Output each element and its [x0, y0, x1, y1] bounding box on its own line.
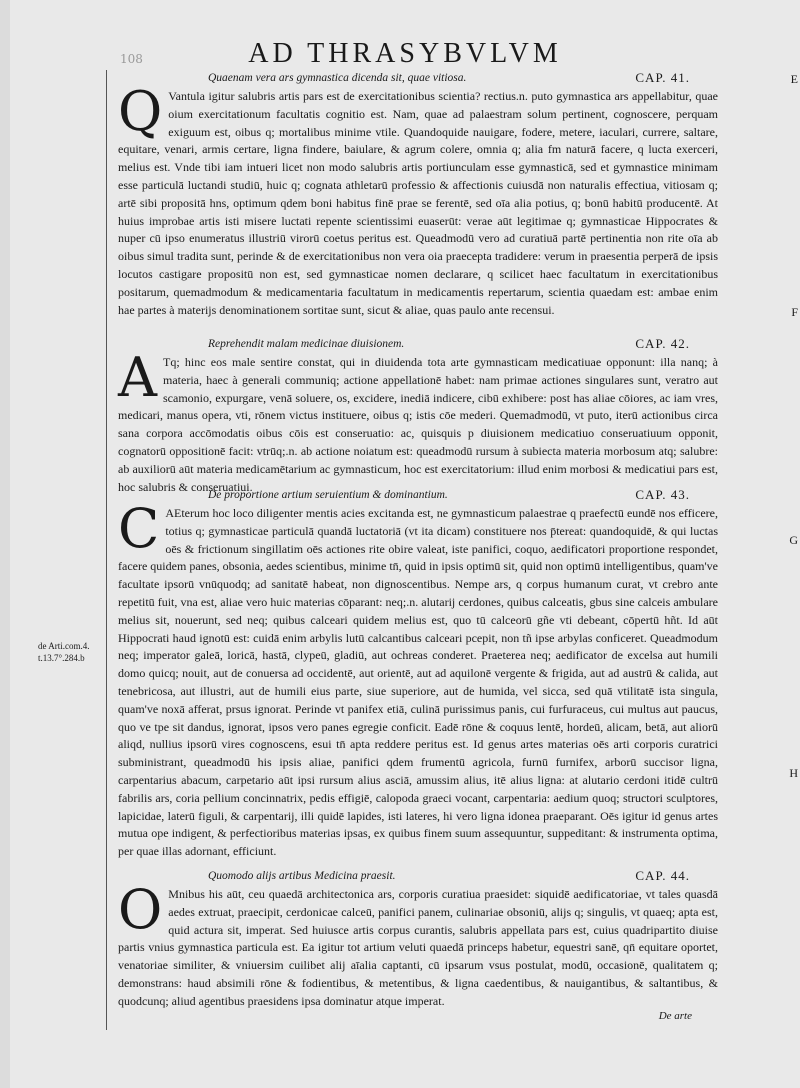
chapter-heading [118, 336, 718, 354]
chapter-heading [118, 868, 718, 886]
side-letter-g: G [789, 533, 798, 547]
catchword: De arte [658, 1010, 692, 1022]
chapter-41 [118, 70, 718, 319]
chapter-heading [118, 487, 718, 505]
chapter-number: CAP. 43. [635, 487, 690, 502]
chapter-44 [118, 868, 718, 1011]
drop-initial: Q [118, 80, 163, 143]
margin-note: de Arti.com.4. t.13.7°.284.b [38, 641, 90, 663]
chapter-number: CAP. 42. [635, 336, 690, 351]
chapter-number: CAP. 41. [635, 70, 690, 85]
chapter-body [118, 80, 718, 319]
chapter-body [118, 878, 718, 1011]
chapter-body [118, 497, 718, 861]
side-letter-f: F [791, 305, 798, 319]
drop-initial: O [118, 878, 163, 941]
running-head: AD THRASYBVLVM [248, 38, 562, 69]
ghost-page-number: 108 [120, 52, 143, 66]
chapter-42 [118, 336, 718, 496]
chapter-text: Tq; hinc eos male sentire constat, qui in diuidenda tota arte gymnasticam medicatiuae opponunt: illa nanq; à materia, haec à generali communiq; actione appellationē habet: nam primae actiones singulares sunt, veratro aut scamonio, expurgare, venā soluere, os, excidere, inediā indicere, cibū exhibere: post has aliae cōiores, ac iam vres, medicari, manus opera, vti, rōnem victus instituere, oibus q; istis cōe mederi. Quemadmodū, vt puto, iterū actionibus circa sana corpora accōmodatis oibus cōis est conseruatio: ac, quisquis p diuisionem medicatiuo conseruatiuum opponit, cognatorū oppositionē facit: vtrūq;.n. ab actione noiatum est: queadmodū rursum à subiecta materia morbosum atq; salubre: ab auxiliorū aūt materia medicamētarium ac gymnasticum, hoc est exercitatorium: illud enim morbosi & medicatiui pars est, hoc salubris & conseruatiui. [118, 355, 718, 494]
chapter-heading [118, 70, 718, 88]
side-letter-e: E [790, 72, 798, 86]
chapter-title: Quomodo alijs artibus Medicina praesit. [208, 870, 396, 882]
chapter-text: Vantula igitur salubris artis pars est de exercitationibus scientia? rectius.n. puto gymnastica ars appellabitur, quae oium exercitationum facultatis cognitio est. Nam, quae ad palaestram solum pertinent, cognoscere, perquam exiguum est, oibus q; mortalibus minime vtile. Quandoquide nauigare, fodere, metere, iaculari, currere, saltare, equitare, venari, armis certare, ligna findere, baiulare, & agrum colere, omnia q; alia fm naturā facere, q lucta exerceri, melius est. Vnde tibi iam intueri licet non modo salubris artis portiunculam esse gymnasticā, sed et gymnastice minimam esse particulā luctandi studiū, huic q; cognata athletarū professio & affectionis cuiusdā non naturalis effectiua, vitiosam q; artē sibi propositā hns, optimum qdem boni habitus finē prae se ferentē, sed oīa alia potius, q; bonū habitū producentē. At huius improbae artis isti misere luctati repente scientissimi euaserūt: verae aūt legitimae q; gymnasticae Hippocrates & nuper cū ipso enumeratus illustriū virorū coetus peritus est. Queadmodū vero ad curatiuā partē pertinentia non rite oīa ab oibus simul tradita sunt, perinde & de exercitationibus non vera oia praecepta tradidere: verum in praesentia perperā de ipsis locutos castigare propositū non est, sed gymnasticae nomen declarare, q scilicet haec facultatum in exercitationibus positarum, quemadmodum & medicamentaria facultatum in medicamentis repertarum, scientia quaedam est: ambae enim hae partes à materijs denominationem sortitae sunt, sicut & aliae, quas paulo ante recensui. [118, 89, 718, 317]
chapter-title: Reprehendit malam medicinae diuisionem. [208, 338, 405, 350]
chapter-title: De proportione artium seruientium & dominantium. [208, 489, 448, 501]
chapter-number: CAP. 44. [635, 868, 690, 883]
chapter-text: Mnibus his aūt, ceu quaedā architectonica ars, corporis curatiua praesidet: siquidē aedificatoriae, vt tales quasdā aedes extruat, praecipit, cerdonicae calceū, panifici panem, culinariae obsoniū, alijs q; singulis, vt quaeq; apta est, quid actura sit, imperat. Sed huiusce artis corpus curantis, salubris appellata pars est, cuius quadripartito diuise partis vnius gymnastica particula est. Ea igitur tot artium veluti quaedā princeps habetur, equestri sanē, qn̄ equitare oportet, venatoriae similiter, & vniuersim cuilibet alij aīalia captanti, cū ipsarum vsus postulat, modū, occasionē, qualitatem q; demonstrans: haud absimili rōne & fodientibus, & metentibus, & ligna caedentibus, & nauigantibus, & saltantibus, & quodcunq; aliud agentibus praesidens ipsa dominatur atque imperat. [118, 887, 718, 1008]
drop-initial: A [118, 346, 157, 409]
chapter-43 [118, 487, 718, 861]
margin-rule [106, 70, 107, 1030]
side-letter-h: H [789, 766, 798, 780]
book-page [10, 0, 800, 1088]
chapter-body [118, 346, 718, 496]
drop-initial: C [118, 497, 160, 560]
chapter-text: AEterum hoc loco diligenter mentis acies excitanda est, ne gymnasticum palaestrae q praefectū eundē nos efficere, totius q; gymnasticae particulā quandā luctatoriā (vt ita dicam) constituere nos p̄tereat: quandoquidē, & qui luctas oēs & frictionum singillatim oēs actiones rite obire valeat, iste panifici, coquo, aedificatori proportione respondet, facere quidem panes, obsonia, aedes scientibus, minime tn̄, quid in ipsis optimū sit, quid non optimū intelligentibus, quam've facultate ipsorū vnūquodq; ad sanitatē habeat, non dignoscentibus. Nempe ars, q corpus humanum curat, vt crebro ante repetitū fuit, vna est, aliae vero huic materias cōparant: neq;.n. alutarij cerdones, quibus calceatis, gbus sine calceis ambulare melius sit, nouerunt, sed neq; quibus calceari quidem melius est, quo tū calceorū gñe vti debeant, cōpertū hñt. Id aūt Hippocrati haud ignotū est: cuidā enim arbylis lutū calcantibus calceari pcepit, non tñ ipse arbylas conficeret. Queadmodum neq; imperator galeā, loricā, hastā, clypeū, gladiū, aut ochreas conderet. Praeterea neq; aedificator de excelsa aut humili domo quicq; nouit, aut de conuersa ad occidentē, aut orientē, aut ad aquilonē vergente & frigida, aut ad austrū & calida, aut tenebricosa, aut illustri, aut de humili eius parte, siue superiore, aut de humida, vel sicca, sed quā vtilitatē ista singula, quam've noxā afferat, prsus ignorat. Perinde vt panifex etiā, culinā purissimus panis, cui furfuraceus, cui multus aut paucus, quo ve tpe sit dandus, ignorat, ipsos vero panes egregie conficit. Eadē rōne & coquus lentē, hordeū, alicam, betā, aut aliorū aliqd, nullius ipsorū vires cognoscens, esui tn̄ apta reddere peritus est. Id genus artes materias oēs arti corporis curatrici subministrant, queadmodū his ipsis aliae, panifici qdem frumentū agricola, furnū furnifex, arborū succisor ligna, carpentarius abacum, carpetario aūt ipsi rursum alius asciā, amussim alius, itē alius ligna: at alutario cerdoni itidē cultrū fabrilis ars, coria pellium concinnatrix, pedis effigiē, calopoda graeci vocant, carpentaria: aedium quoq; structori sculptores, lapicidae, laterū figuli, & carpentarij, illi quidē lapides, isti lateres, hi vero ligna idonea praeparant. Oēs igitur id genus artes mutua ope indigent, & perfectioribus materias ipsas, ex quibus finem suum assequuntur, suppeditant: & instrumenta optima, per quae illas adornant, efficiunt. [118, 506, 718, 859]
chapter-title: Quaenam vera ars gymnastica dicenda sit, quae vitiosa. [208, 72, 467, 84]
